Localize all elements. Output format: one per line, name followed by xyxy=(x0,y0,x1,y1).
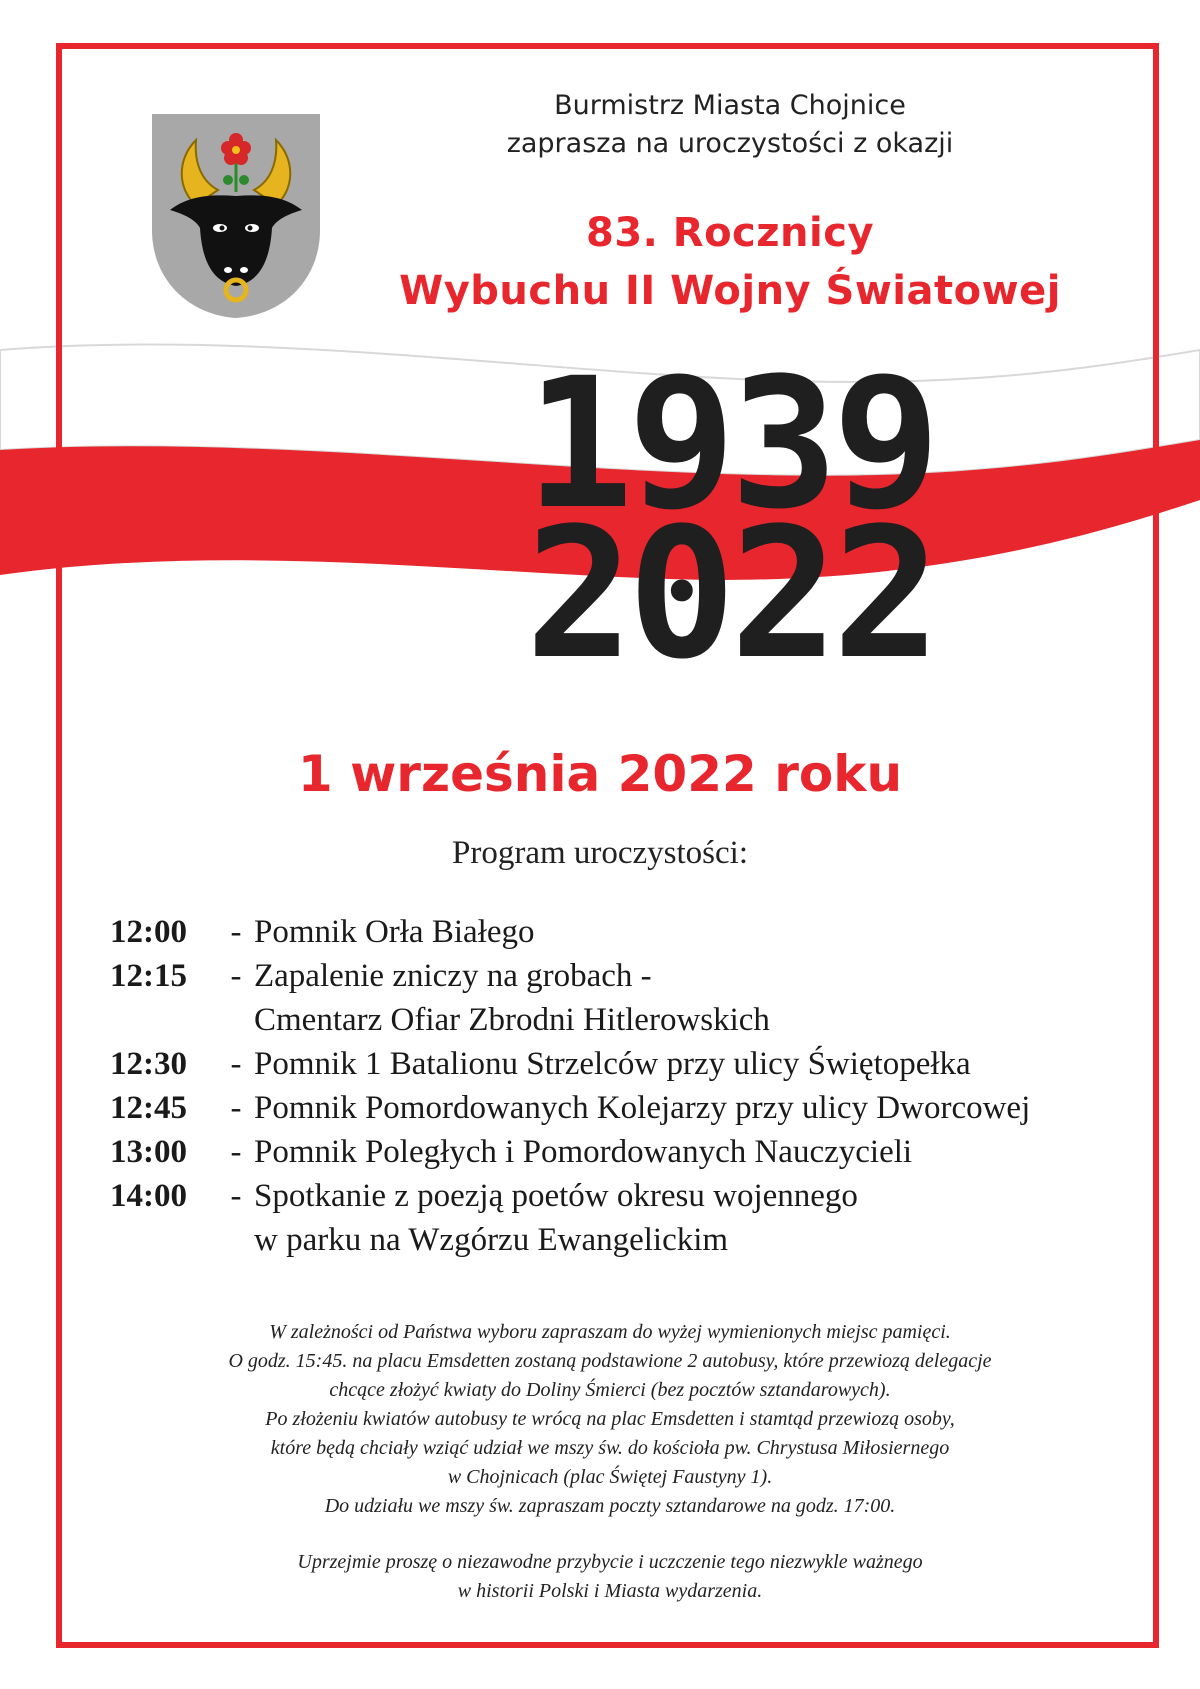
schedule-row xyxy=(110,954,1150,1042)
schedule-description: Pomnik Poległych i Pomordowanych Nauczycieli xyxy=(254,1134,913,1170)
schedule-description: Pomnik Pomordowanych Kolejarzy przy ulicy Dworcowej xyxy=(254,1090,1031,1126)
notes-paragraph-1 xyxy=(110,1318,1110,1521)
schedule-description: Pomnik 1 Batalionu Strzelców przy ulicy Świętopełka xyxy=(254,1046,971,1082)
schedule-description: Spotkanie z poezją poetów okresu wojennego w parku na Wzgórzu Ewangelickim xyxy=(254,1178,858,1258)
schedule-row xyxy=(110,910,1150,954)
note-line: Po złożeniu kwiatów autobusy te wrócą na plac Emsdetten i stamtąd przewiozą osoby, xyxy=(265,1408,955,1430)
chojnice-coat-of-arms-icon xyxy=(148,110,324,322)
schedule-description: Zapalenie zniczy na grobach - Cmentarz Ofiar Zbrodni Hitlerowskich xyxy=(254,958,770,1038)
program-schedule xyxy=(110,910,1150,1262)
schedule-row xyxy=(110,1086,1150,1130)
schedule-dash: - xyxy=(230,1178,242,1214)
schedule-time: 12:45 xyxy=(110,1090,187,1126)
note-line: Do udziału we mszy św. zapraszam poczty sztandarowe na godz. 17:00. xyxy=(324,1495,896,1517)
schedule-dash: - xyxy=(230,1046,242,1082)
schedule-dash: - xyxy=(230,914,242,950)
note-line: w historii Polski i Miasta wydarzenia. xyxy=(457,1580,763,1602)
schedule-row xyxy=(110,1174,1150,1262)
schedule-description: Pomnik Orła Białego xyxy=(254,914,535,950)
occasion-title-line-2: Wybuchu II Wojny Światowej xyxy=(399,268,1061,314)
note-line: O godz. 15:45. na placu Emsdetten zostaną podstawione 2 autobusy, które przewiozą delegacje xyxy=(228,1350,992,1372)
schedule-row xyxy=(110,1130,1150,1174)
schedule-time: 12:30 xyxy=(110,1046,187,1082)
host-line-2: zaprasza na uroczystości z okazji xyxy=(506,128,954,159)
schedule-time: 13:00 xyxy=(110,1134,187,1170)
note-line: Uprzejmie proszę o niezawodne przybycie i uczczenie tego niezwykle ważnego xyxy=(297,1551,923,1573)
year-start: 1939 xyxy=(525,340,935,549)
notes-paragraph-2 xyxy=(110,1548,1110,1606)
program-heading: Program uroczystości: xyxy=(451,835,749,871)
event-date: 1 września 2022 roku xyxy=(297,745,903,803)
schedule-time: 14:00 xyxy=(110,1178,187,1214)
note-line: które będą chciały wziąć udział we mszy św. do kościoła pw. Chrystusa Miłosiernego xyxy=(270,1437,950,1459)
host-line-1: Burmistrz Miasta Chojnice xyxy=(554,90,906,121)
schedule-time: 12:15 xyxy=(110,958,187,994)
schedule-time: 12:00 xyxy=(110,914,187,950)
schedule-dash: - xyxy=(230,1134,242,1170)
note-line: chcące złożyć kwiaty do Doliny Śmierci (bez pocztów sztandarowych). xyxy=(329,1379,891,1401)
note-line: W zależności od Państwa wyboru zapraszam do wyżej wymienionych miejsc pamięci. xyxy=(269,1321,951,1343)
year-end: 2022 xyxy=(525,490,935,699)
schedule-row xyxy=(110,1042,1150,1086)
schedule-dash: - xyxy=(230,958,242,994)
note-line: w Chojnicach (plac Świętej Faustyny 1). xyxy=(447,1466,773,1488)
schedule-dash: - xyxy=(230,1090,242,1126)
occasion-title-line-1: 83. Rocznicy xyxy=(585,210,875,256)
